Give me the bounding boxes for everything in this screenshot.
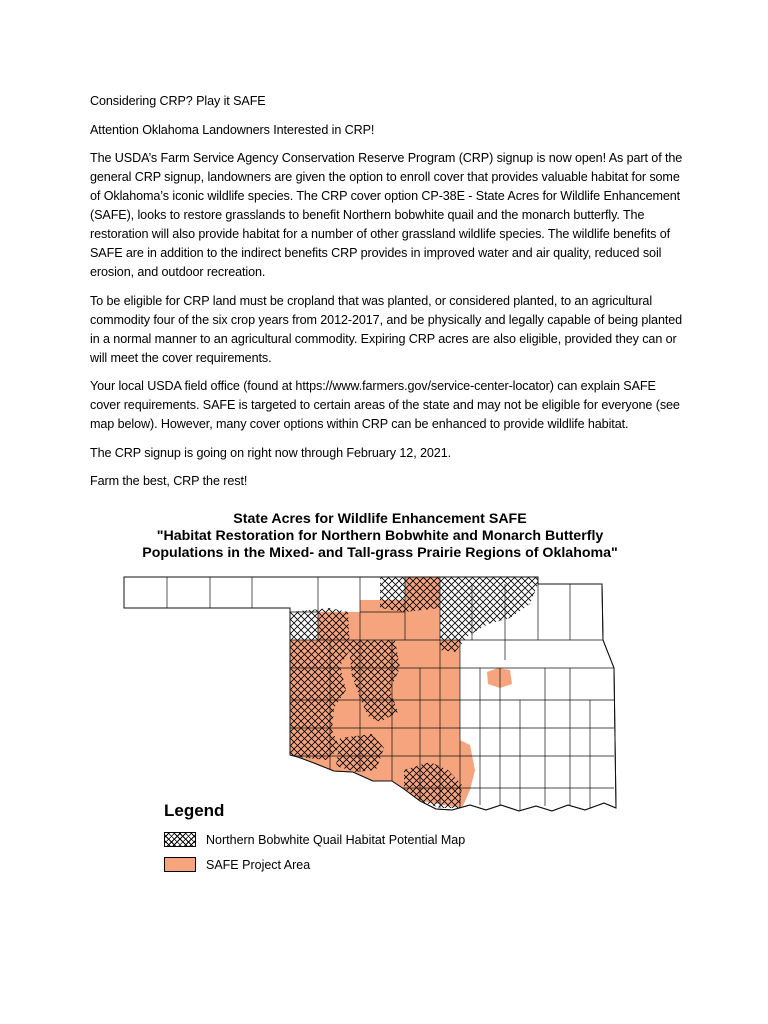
closing-line: Farm the best, CRP the rest! — [90, 474, 248, 488]
map-title-line-2: "Habitat Restoration for Northern Bobwhite and Monarch Butterfly — [156, 528, 604, 544]
paragraph-eligibility: To be eligible for CRP land must be cropland that was planted, or considered planted, to an agricultural commodity four of the six crop years from 2012-2017, and be physically and legally capable of being planted in a normal manner to an agricultural commodity. Expiring CRP acres are also eligible, provided they can or will meet the cover requirements. — [90, 293, 683, 365]
paragraph-crp-signup: The USDA’s Farm Service Agency Conservation Reserve Program (CRP) signup is now open! As part of the general CRP signup, landowners are given the option to enroll cover that provides valuable habitat for some of Oklahoma’s iconic wildlife species. The CRP cover option CP-38E - State Acres for Wildlife Enhancement (SAFE), looks to restore grasslands to benefit Northern bobwhite quail and the monarch butterfly. The restoration will also provide habitat for a number of other grassland wildlife species. The wildlife benefits of SAFE are in addition to the indirect benefits CRP provides in improved water and air quality, reduced soil erosion, and outdoor recreation. — [90, 151, 683, 279]
legend-item-bobwhite — [164, 831, 465, 848]
legend-title: Legend — [164, 801, 225, 820]
legend-item-safe — [164, 856, 310, 873]
paragraph-field-office: Your local USDA field office (found at https://www.farmers.gov/service-center-locator) can explain SAFE cover requirements. SAFE is targeted to certain areas of the state and may not be eligible for everyone (see map below). However, many cover options within CRP can be enhanced to provide wildlife habitat. — [90, 379, 680, 431]
map-title-line-1: State Acres for Wildlife Enhancement SAFE — [233, 511, 527, 527]
legend-label-safe: SAFE Project Area — [206, 857, 311, 872]
attention-line: Attention Oklahoma Landowners Interested in CRP! — [90, 122, 375, 137]
safe-area-swatch — [164, 857, 196, 872]
crosshatch-swatch — [164, 832, 196, 847]
legend-label-bobwhite: Northern Bobwhite Quail Habitat Potential Map — [206, 832, 466, 847]
map-title-line-3: Populations in the Mixed- and Tall-grass Prairie Regions of Oklahoma" — [142, 545, 618, 561]
bobwhite-habitat-north — [380, 577, 440, 612]
document-heading: Considering CRP? Play it SAFE — [90, 94, 266, 108]
paragraph-signup-date: The CRP signup is going on right now through February 12, 2021. — [90, 445, 452, 460]
